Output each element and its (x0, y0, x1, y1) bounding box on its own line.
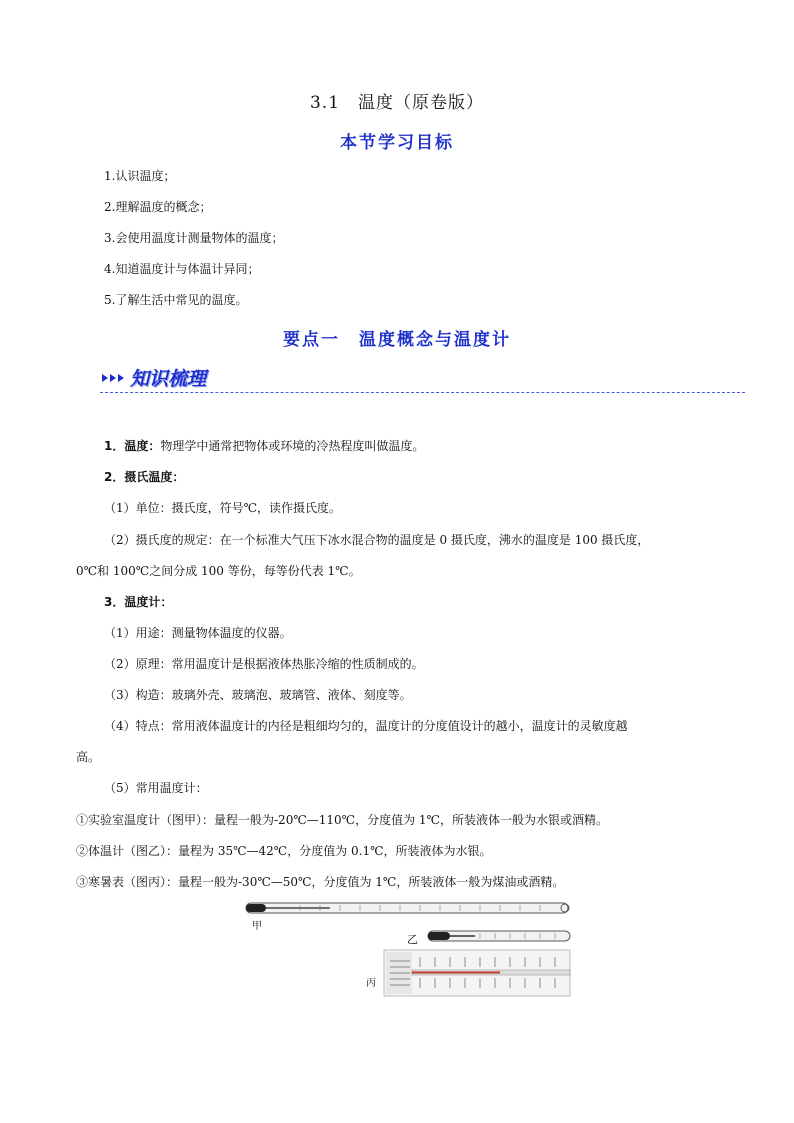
lab-thermometer-icon (246, 903, 569, 913)
page-title: 3.1 温度（原卷版） (309, 93, 485, 113)
thermometer-figure (0, 895, 794, 1015)
p2-label-text: 2．摄氏温度： (104, 470, 185, 484)
thermometer-clinical: ②体温计（图乙）：量程为 35℃—42℃，分度值为 0.1℃，所装液体为水银。 (76, 844, 492, 858)
goal-item: 1.认识温度； (104, 169, 176, 183)
section-heading: 要点一 温度概念与温度计 (283, 330, 511, 350)
clinical-thermometer-icon (428, 931, 570, 941)
divider (100, 392, 745, 393)
banner-text: 知识梳理 (130, 368, 207, 390)
goal-item: 5.了解生活中常见的温度。 (104, 293, 248, 307)
wall-thermometer-icon (384, 950, 570, 996)
p1-label: 1．温度： (104, 439, 161, 453)
paragraph-temperature (104, 437, 424, 454)
thermometer-wall: ③寒暑表（图丙）：量程一般为-30℃—50℃，分度值为 1℃，所装液体一般为煤油或酒精。 (76, 875, 565, 889)
thermometer-lab: ①实验室温度计（图甲）：量程一般为-20℃—110℃，分度值为 1℃，所装液体一般为水银或酒精。 (76, 813, 608, 827)
p3-4a: （4）特点：常用液体温度计的内径是粗细均匀的，温度计的分度值设计的越小，温度计的灵敏度越 (104, 719, 628, 733)
p3-1: （1）用途：测量物体温度的仪器。 (104, 626, 292, 640)
label-bing: 丙 (366, 978, 376, 989)
p2-1: （1）单位：摄氏度，符号℃，读作摄氏度。 (104, 501, 342, 515)
p3-label-text: 3．温度计： (104, 595, 173, 609)
goals-heading: 本节学习目标 (340, 133, 454, 153)
p3-label (104, 593, 172, 610)
goal-item: 4.知道温度计与体温计异同； (104, 262, 260, 276)
p3-3: （3）构造：玻璃外壳、玻璃泡、玻璃管、液体、刻度等。 (104, 688, 412, 702)
goal-item: 2.理解温度的概念； (104, 200, 212, 214)
knowledge-banner (100, 362, 230, 392)
p3-2: （2）原理：常用温度计是根据液体热胀冷缩的性质制成的。 (104, 657, 424, 671)
p1-text: 物理学中通常把物体或环境的冷热程度叫做温度。 (160, 439, 425, 453)
thermometer-illustration (0, 895, 794, 1015)
p2-label (104, 468, 184, 485)
p2-2b: 0℃和 100℃之间分成 100 等份，每等份代表 1℃。 (76, 564, 361, 578)
p3-4b: 高。 (76, 750, 101, 764)
goal-item: 3.会使用温度计测量物体的温度； (104, 231, 284, 245)
p2-2a: （2）摄氏度的规定：在一个标准大气压下冰水混合物的温度是 0 摄氏度，沸水的温度是 100 摄氏度， (104, 533, 650, 547)
p3-5: （5）常用温度计： (104, 781, 208, 795)
label-jia: 甲 (252, 921, 262, 932)
label-yi: 乙 (407, 933, 418, 946)
